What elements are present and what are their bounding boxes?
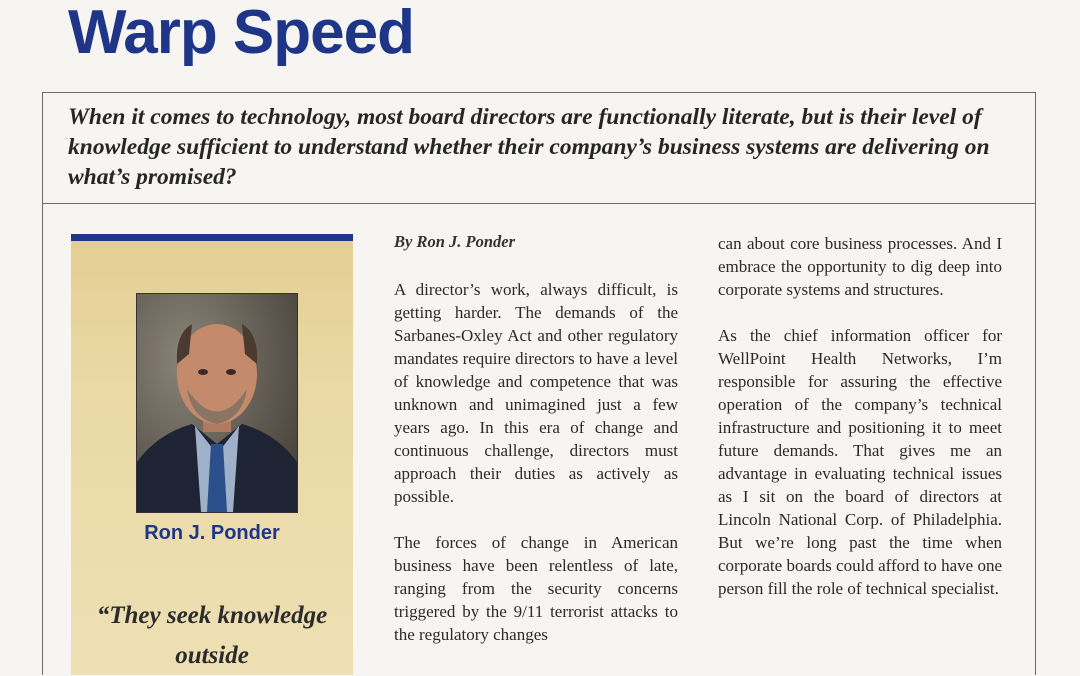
paragraph: can about core business processes. And I embrace the opportunity to dig deep into corporate systems and structures. [718, 234, 1002, 299]
paragraph: As the chief information officer for WellPoint Health Networks, I’m responsible for assuring the effective operation of the company’s technical infrastructure and positioning it to meet future demands. That gives me an advantage in evaluating technical issues as I sit on the board of directors at Lincoln National Corp. of Philadelphia. But we’re long past the time when corporate boards could afford to have one person fill the role of technical specialist. [718, 326, 1002, 598]
article-deck: When it comes to technology, most board directors are functionally literate, but is their level of knowledge sufficient to understand whether their company’s business systems are delivering on what’s promised? [68, 104, 990, 190]
pull-quote: “They seek knowledge outside [96, 602, 328, 669]
left-rule [42, 203, 43, 675]
paragraph: A director’s work, always difficult, is getting harder. The demands of the Sarbanes-Oxley Act and other regulatory mandates require directors to have a level of knowledge and competence that was unknown and unimagined just a few years ago. In this era of change and continuous challenge, directors must approach their duties as actively as possible. [394, 280, 678, 506]
paragraph: The forces of change in American business have been relentless of late, ranging from the security concerns triggered by the 9/11 terrorist attacks to the regulatory changes [394, 533, 678, 644]
author-photo [136, 293, 298, 513]
body-column-2 [718, 232, 1002, 623]
article-title: Warp Speed [68, 0, 414, 67]
photo-caption: Ron J. Ponder [144, 522, 280, 544]
body-column-1 [394, 278, 678, 669]
right-rule [1035, 203, 1036, 675]
byline: By Ron J. Ponder [394, 232, 516, 251]
